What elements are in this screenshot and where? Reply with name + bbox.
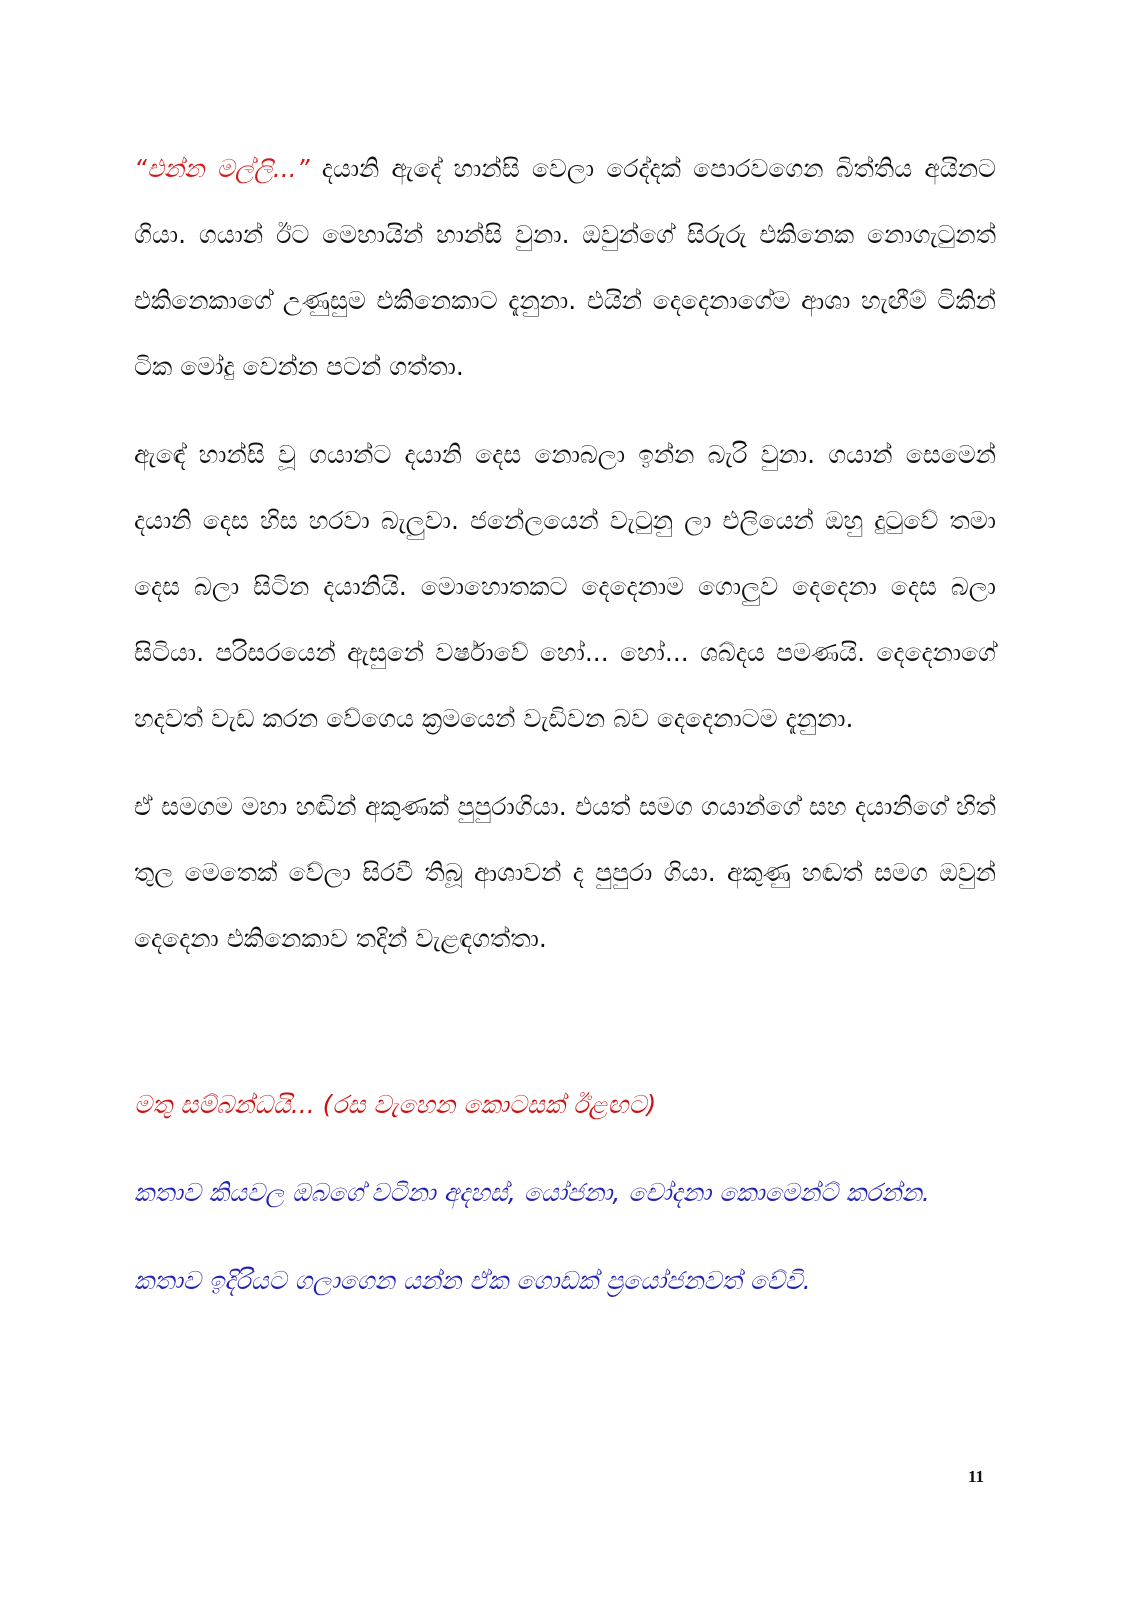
continued-notice: මතු සම්බන්ධයි... (රස වැහෙන කොටසක් ඊළඟට) — [134, 1090, 657, 1119]
story-paragraph-3 — [134, 774, 996, 972]
section-gap — [134, 994, 996, 1072]
paragraph-text: ඇඳේ හාන්සි වූ ගයාන්ට දයානි දෙස නොබලා ඉන්න බැරි වුනා. ගයාන් සෙමෙන් දයානි දෙස හිස හරවා බැලුවා. ජනේලයෙන් වැටුනු ලා එලියෙන් ඔහු දුටුවේ තමා දෙස බලා සිටින දයානියි. මොහොතකට දෙදෙනාම ගොලුව දෙදෙනා දෙස බලා සිටියා. පරිසරයෙන් ඇසුනේ වර්ෂාවේ හෝ... හෝ... ශබ්දය පමණයි. දෙදෙනාගේ හදවත් වැඩ කරන වේගෙය ක්‍රමයෙන් වැඩිවන බව දෙදෙනාටම දැනුනා. — [134, 440, 996, 733]
story-paragraph-1 — [134, 136, 996, 400]
paragraph-text: ඒ සමගම මහා හඬින් අකුණක් පුපුරාගියා. එයත් සමග ගයාන්ගේ සහ දයානිගේ හිත් තුල මෙතෙක් වේලා සිරවී තිබූ ආශාවන් ද පුපුරා ගියා. අකුණු හඬත් සමග ඔවුන් දෙදෙනා එකිනෙකාව තදින් වැළඳගත්තා. — [134, 792, 996, 953]
page-number: 11 — [967, 1467, 984, 1486]
comment-request: කතාව කියවල ඔබගේ වටිනා අදහස්, යෝජනා, චෝදනා කොමෙන්ට් කරන්න. — [134, 1178, 930, 1207]
dialogue-quote: “එන්න මල්ලි...” — [134, 154, 310, 183]
paragraph-text: දයානි ඇදේ හාන්සි වෙලා රෙද්දක් පොරවගෙන බිත්තිය අයිනට ගියා. ගයාන් ඊට මෙහායින් හාන්සි වුනා. ඔවුන්ගේ සිරුරු එකිනෙක නොගැටුනත් එකිනෙකාගේ උණුසුම එකිනෙකාට දැනුනා. එයින් දෙදෙනාගේම ආශා හැඟීම් ටිකින් ටික මෝදු වෙන්න පටන් ගත්තා. — [134, 154, 997, 381]
encouragement-note: කතාව ඉදිරියට ගලාගෙන යන්න ඒක ගොඩක් ප්‍රයෝජනවත් වේවි. — [134, 1266, 811, 1295]
page-content — [134, 136, 996, 1336]
story-paragraph-2 — [134, 422, 996, 752]
